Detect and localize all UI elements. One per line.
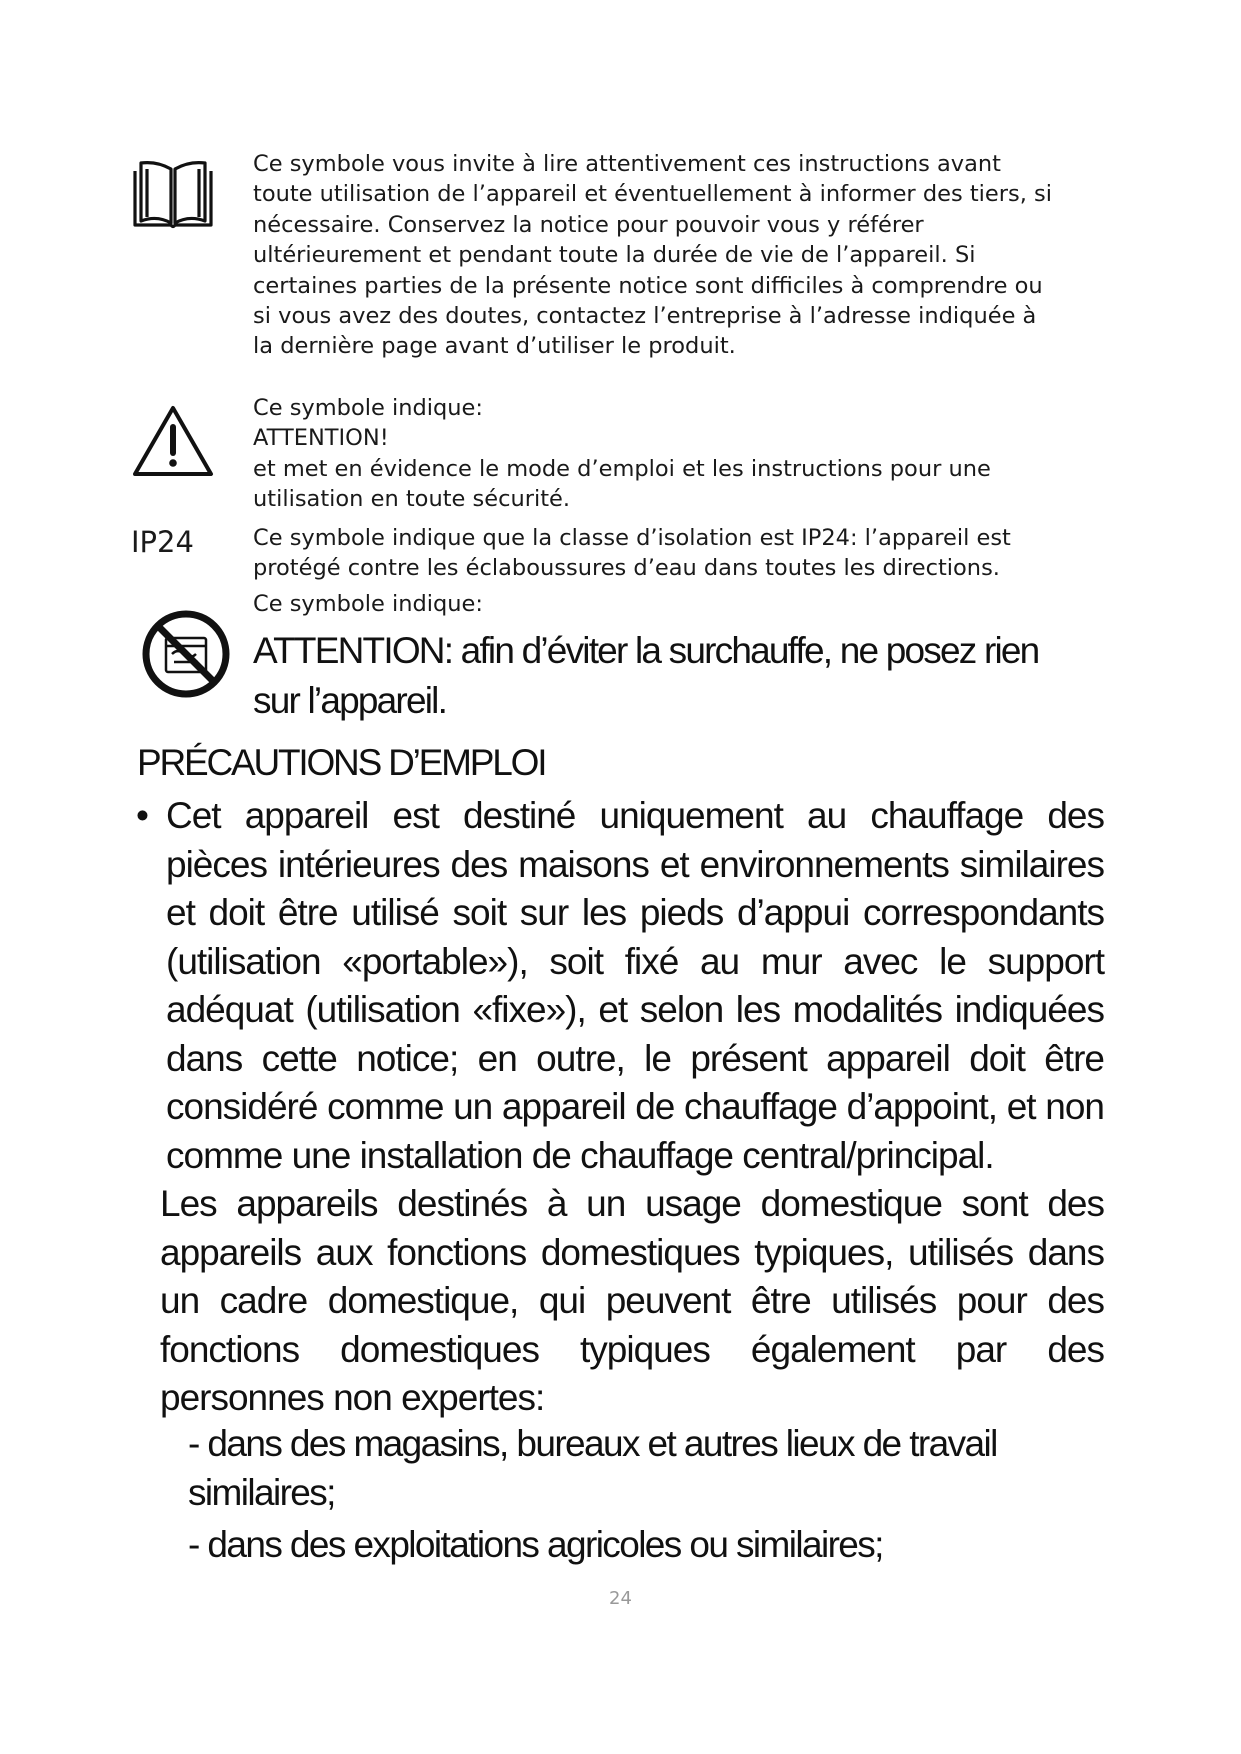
attention-label: ATTENTION! [253,425,389,452]
list-item: - dans des magasins, bureaux et autres lieux de travail similaires; [188,1423,997,1513]
attention-description: et met en évidence le mode d’emploi et les instructions pour une utilisation en toute sécurité. [253,455,991,513]
attention-symbol-text [253,393,1063,515]
symbol-intro-2: Ce symbole indique: [253,591,483,617]
precautions-body [160,792,1104,1423]
ip24-label: IP24 [131,525,194,559]
list-item: - dans des exploitations agricoles ou similaires; [188,1524,883,1565]
bullet-marker: • [136,795,149,836]
warning-icon [131,403,215,479]
usage-locations-list [188,1420,1068,1574]
read-manual-icon [133,159,213,231]
symbol-intro-1: Ce symbole indique: [253,395,483,421]
overheat-warning: ATTENTION: afin d’éviter la surchauffe, ne posez rien sur l’appareil. [253,630,1039,721]
do-not-cover-icon [140,608,232,700]
precautions-heading: PRÉCAUTIONS D’EMPLOI [137,742,546,783]
usage-paragraph: Cet appareil est destiné uniquement au chauffage des pièces intérieures des maisons et environnements similaires et doit être utilisé soit sur les pieds d’appui correspondants (utilisation «portable»), soit fixé au mur avec le support adéquat (utilisation «fixe»), et selon les modalités indiquées dans cette notice; en outre, le présent appareil doit être considéré comme un appareil de chauffage d’appoint, et non comme une installation de chauffage central/principal. [166,795,1104,1176]
page-number: 24 [609,1588,632,1609]
domestic-paragraph: Les appareils destinés à un usage domestique sont des appareils aux fonctions domestiques typiques, utilisés dans un cadre domestique, qui peuvent être utilisés pour des fonctions domestiques typiques également par des personnes non expertes: [160,1183,1104,1418]
manual-notice-text: Ce symbole vous invite à lire attentivement ces instructions avant toute utilisation de l’appareil et éventuellement à informer des tiers, si nécessaire. Conservez la notice pour pouvoir vous y référer ultérieurement et pendant toute la durée de vie de l’appareil. Si certaines parties de la présente notice sont difficiles à comprendre ou si vous avez des doutes, contactez l’entreprise à l’adresse indiquée à la dernière page avant d’utiliser le produit. [253,151,1053,360]
ip24-text: Ce symbole indique que la classe d’isolation est IP24: l’appareil est protégé contre les éclaboussures d’eau dans toutes les directions. [253,525,1011,582]
